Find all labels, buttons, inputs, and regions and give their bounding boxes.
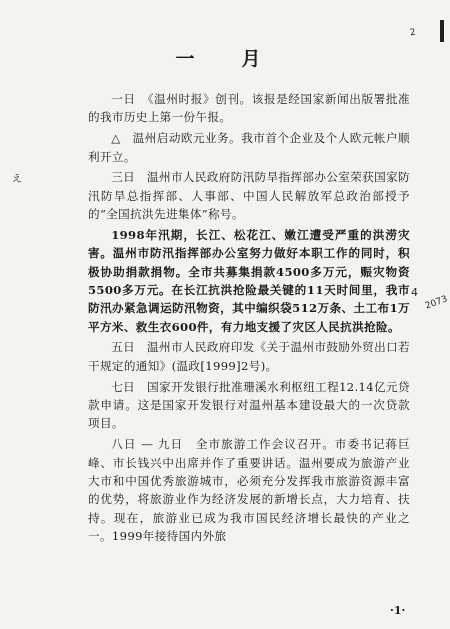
entry-paragraph: 八日 — 九日 全市旅游工作会议召开。市委书记蒋巨峰、市长钱兴中出席并作了重要讲话。温州要成为旅游产业大市和中国优秀旅游城市，必须充分发挥我市旅游资源丰富的优势，将旅游业作为经济发展的新增长点，大力培育、扶持。现在，旅游业已成为我市国民经济增长最快的产业之一。1999年接待国内外旅 bbox=[88, 437, 410, 543]
page-number: ·1· bbox=[390, 604, 406, 617]
entry-paragraph: 三日 温州市人民政府防汛防旱指挥部办公室荣获国家防汛防旱总指挥部、人事部、中国人民解放军总政治部授予的“全国抗洪先进集体”称号。 bbox=[88, 170, 410, 222]
entry-paragraph: 五日 温州市人民政府印发《关于温州市鼓励外贸出口若干规定的通知》(温政[1999]2号)。 bbox=[88, 340, 410, 373]
handwritten-margin-note: 2073 bbox=[423, 294, 449, 312]
handwritten-note-top: 2 bbox=[409, 27, 417, 39]
entry-paragraph: 一日 《温州时报》创刊。该报是经国家新闻出版署批准的我市历史上第一份午报。 bbox=[88, 92, 410, 125]
handwritten-margin-note: え bbox=[12, 174, 22, 185]
document-body bbox=[88, 90, 410, 548]
margin-mark bbox=[440, 20, 444, 42]
entry-paragraph: 七日 国家开发银行批准珊溪水利枢纽工程12.14亿元贷款申请。这是国家开发银行对温州基本建设最大的一次贷款项目。 bbox=[88, 379, 410, 431]
handwritten-margin-note: 4 bbox=[411, 286, 418, 299]
page-title: 一 月 bbox=[175, 48, 275, 70]
entry-paragraph: 1998年汛期，长江、松花江、嫩江遭受严重的洪涝灾害。温州市防汛指挥部办公室努力做好本职工作的同时，积极协助捐款捐物。全市共募集捐款4500多万元，赈灾物资5500多万元。在长江抗洪抢险最关键的11天时间里，我市防汛办紧急调运防汛物资，其中编织袋512万条、土工布1万平方米、救生衣600件，有力地支援了灾区人民抗洪抢险。 bbox=[88, 227, 410, 334]
entry-paragraph: △ 温州启动欧元业务。我市首个企业及个人欧元帐户顺利开立。 bbox=[88, 131, 410, 164]
